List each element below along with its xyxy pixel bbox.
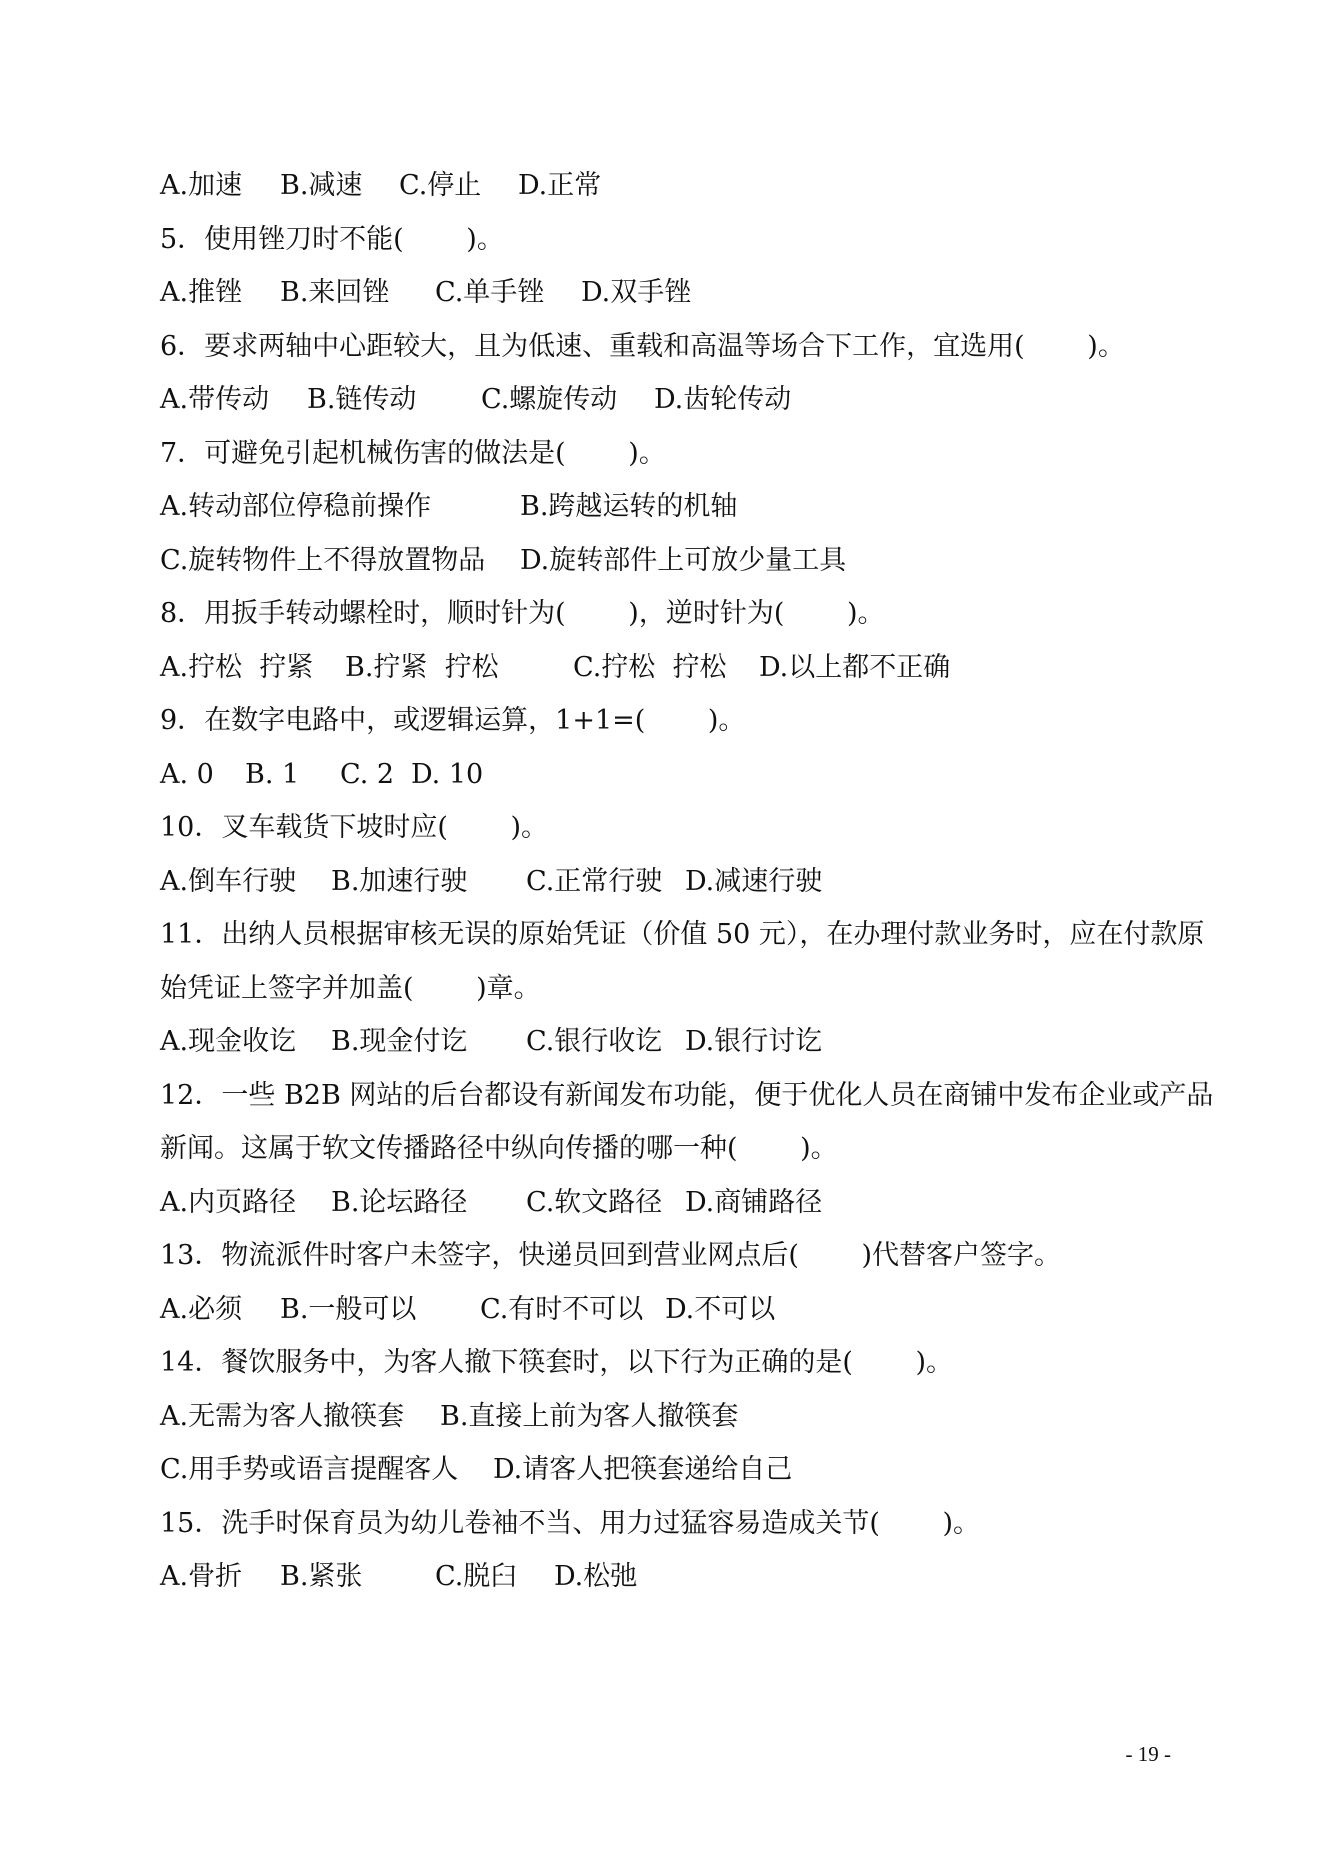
option: C.螺旋传动 — [481, 384, 618, 415]
question-text: 13．物流派件时客户未签字，快递员回到营业网点后( )代替客户签字。 — [160, 1240, 1062, 1271]
question-text: 12．一些 B2B 网站的后台都设有新闻发布功能，便于优化人员在商铺中发布企业或产品 — [160, 1079, 1214, 1111]
option: D.商铺路径 — [685, 1186, 823, 1218]
question-text: 15．洗手时保育员为幼儿卷袖不当、用力过猛容易造成关节( )。 — [160, 1507, 981, 1539]
option: D.不可以 — [665, 1293, 776, 1325]
option: A.带传动 — [160, 384, 270, 415]
question-text: 8．用扳手转动螺栓时，顺时针为( )，逆时针为( )。 — [160, 598, 885, 629]
option: A.推锉 — [160, 277, 243, 308]
option: C.用手势或语言提醒客人 — [160, 1454, 459, 1485]
option: A. 0 — [160, 758, 214, 790]
options-row — [160, 373, 1180, 427]
option: A.倒车行驶 — [160, 865, 297, 897]
option: C.停止 — [399, 170, 482, 201]
option: C. 2 — [340, 758, 395, 790]
option: C.旋转物件上不得放置物品 — [160, 544, 486, 576]
option: D.以上都不正确 — [759, 651, 951, 683]
options-row — [160, 1390, 1180, 1444]
options-row — [160, 266, 1180, 320]
option: B.论坛路径 — [331, 1186, 468, 1218]
options-row — [160, 1015, 1180, 1069]
option: A.现金收讫 — [160, 1026, 297, 1057]
question-text: 6．要求两轴中心距较大，且为低速、重载和高温等场合下工作，宜选用( )。 — [160, 330, 1125, 362]
option: C.拧松 拧松 — [573, 651, 727, 683]
option: B.紧张 — [280, 1561, 363, 1592]
option: B.拧紧 拧松 — [345, 651, 499, 683]
option: A.内页路径 — [160, 1186, 297, 1218]
option: B. 1 — [245, 758, 300, 790]
options-row — [160, 1550, 1180, 1604]
option: C.银行收讫 — [526, 1026, 663, 1057]
question-text: 10．叉车载货下坡时应( )。 — [160, 812, 549, 843]
option: D.银行讨讫 — [685, 1026, 823, 1057]
options-row — [160, 159, 1180, 213]
option: A.转动部位停稳前操作 — [160, 491, 432, 522]
question-text: 7．可避免引起机械伤害的做法是( )。 — [160, 437, 666, 469]
option: B.跨越运转的机轴 — [520, 491, 738, 522]
option: B.直接上前为客人撤筷套 — [440, 1400, 739, 1432]
option: D.旋转部件上可放少量工具 — [520, 544, 847, 576]
options-row — [160, 748, 1180, 802]
option: B.来回锉 — [280, 277, 390, 308]
question-text: 始凭证上签字并加盖( )章。 — [160, 972, 541, 1004]
question-text: 5．使用锉刀时不能( )。 — [160, 223, 504, 255]
options-row — [160, 855, 1180, 909]
option: A.拧松 拧紧 — [160, 651, 314, 683]
option: B.加速行驶 — [331, 865, 468, 897]
option: D.正常 — [518, 170, 602, 201]
options-row — [160, 534, 1180, 588]
option: B.链传动 — [307, 384, 417, 415]
option: A.骨折 — [160, 1561, 243, 1592]
question-text: 11．出纳人员根据审核无误的原始凭证（价值 50 元），在办理付款业务时，应在付款原 — [160, 919, 1205, 950]
options-row — [160, 480, 1180, 534]
question-list — [160, 159, 1214, 1604]
option: C.正常行驶 — [526, 865, 663, 897]
options-row — [160, 1443, 1180, 1497]
option: D. 10 — [411, 758, 484, 790]
option: C.软文路径 — [526, 1186, 663, 1218]
option: A.必须 — [160, 1293, 243, 1325]
option: C.单手锉 — [435, 277, 545, 308]
option: C.脱臼 — [435, 1561, 518, 1592]
option: B.减速 — [280, 170, 363, 201]
option: D.减速行驶 — [685, 865, 823, 897]
question-text: 14．餐饮服务中，为客人撤下筷套时，以下行为正确的是( )。 — [160, 1347, 954, 1378]
option: C.有时不可以 — [480, 1293, 644, 1325]
option: B.一般可以 — [280, 1293, 417, 1325]
options-row — [160, 1176, 1180, 1230]
question-text: 9．在数字电路中，或逻辑运算，1+1=( )。 — [160, 705, 746, 736]
option: D.请客人把筷套递给自己 — [493, 1454, 793, 1485]
option: D.双手锉 — [581, 277, 692, 308]
options-row — [160, 641, 1180, 695]
option: B.现金付讫 — [331, 1026, 468, 1057]
question-text: 新闻。这属于软文传播路径中纵向传播的哪一种( )。 — [160, 1133, 838, 1164]
option: D.松弛 — [554, 1561, 638, 1592]
option: A.无需为客人撤筷套 — [160, 1400, 405, 1432]
option: A.加速 — [160, 170, 243, 201]
page-number: - 19 - — [1125, 1742, 1171, 1766]
options-row — [160, 1283, 1180, 1337]
option: D.齿轮传动 — [654, 384, 792, 415]
